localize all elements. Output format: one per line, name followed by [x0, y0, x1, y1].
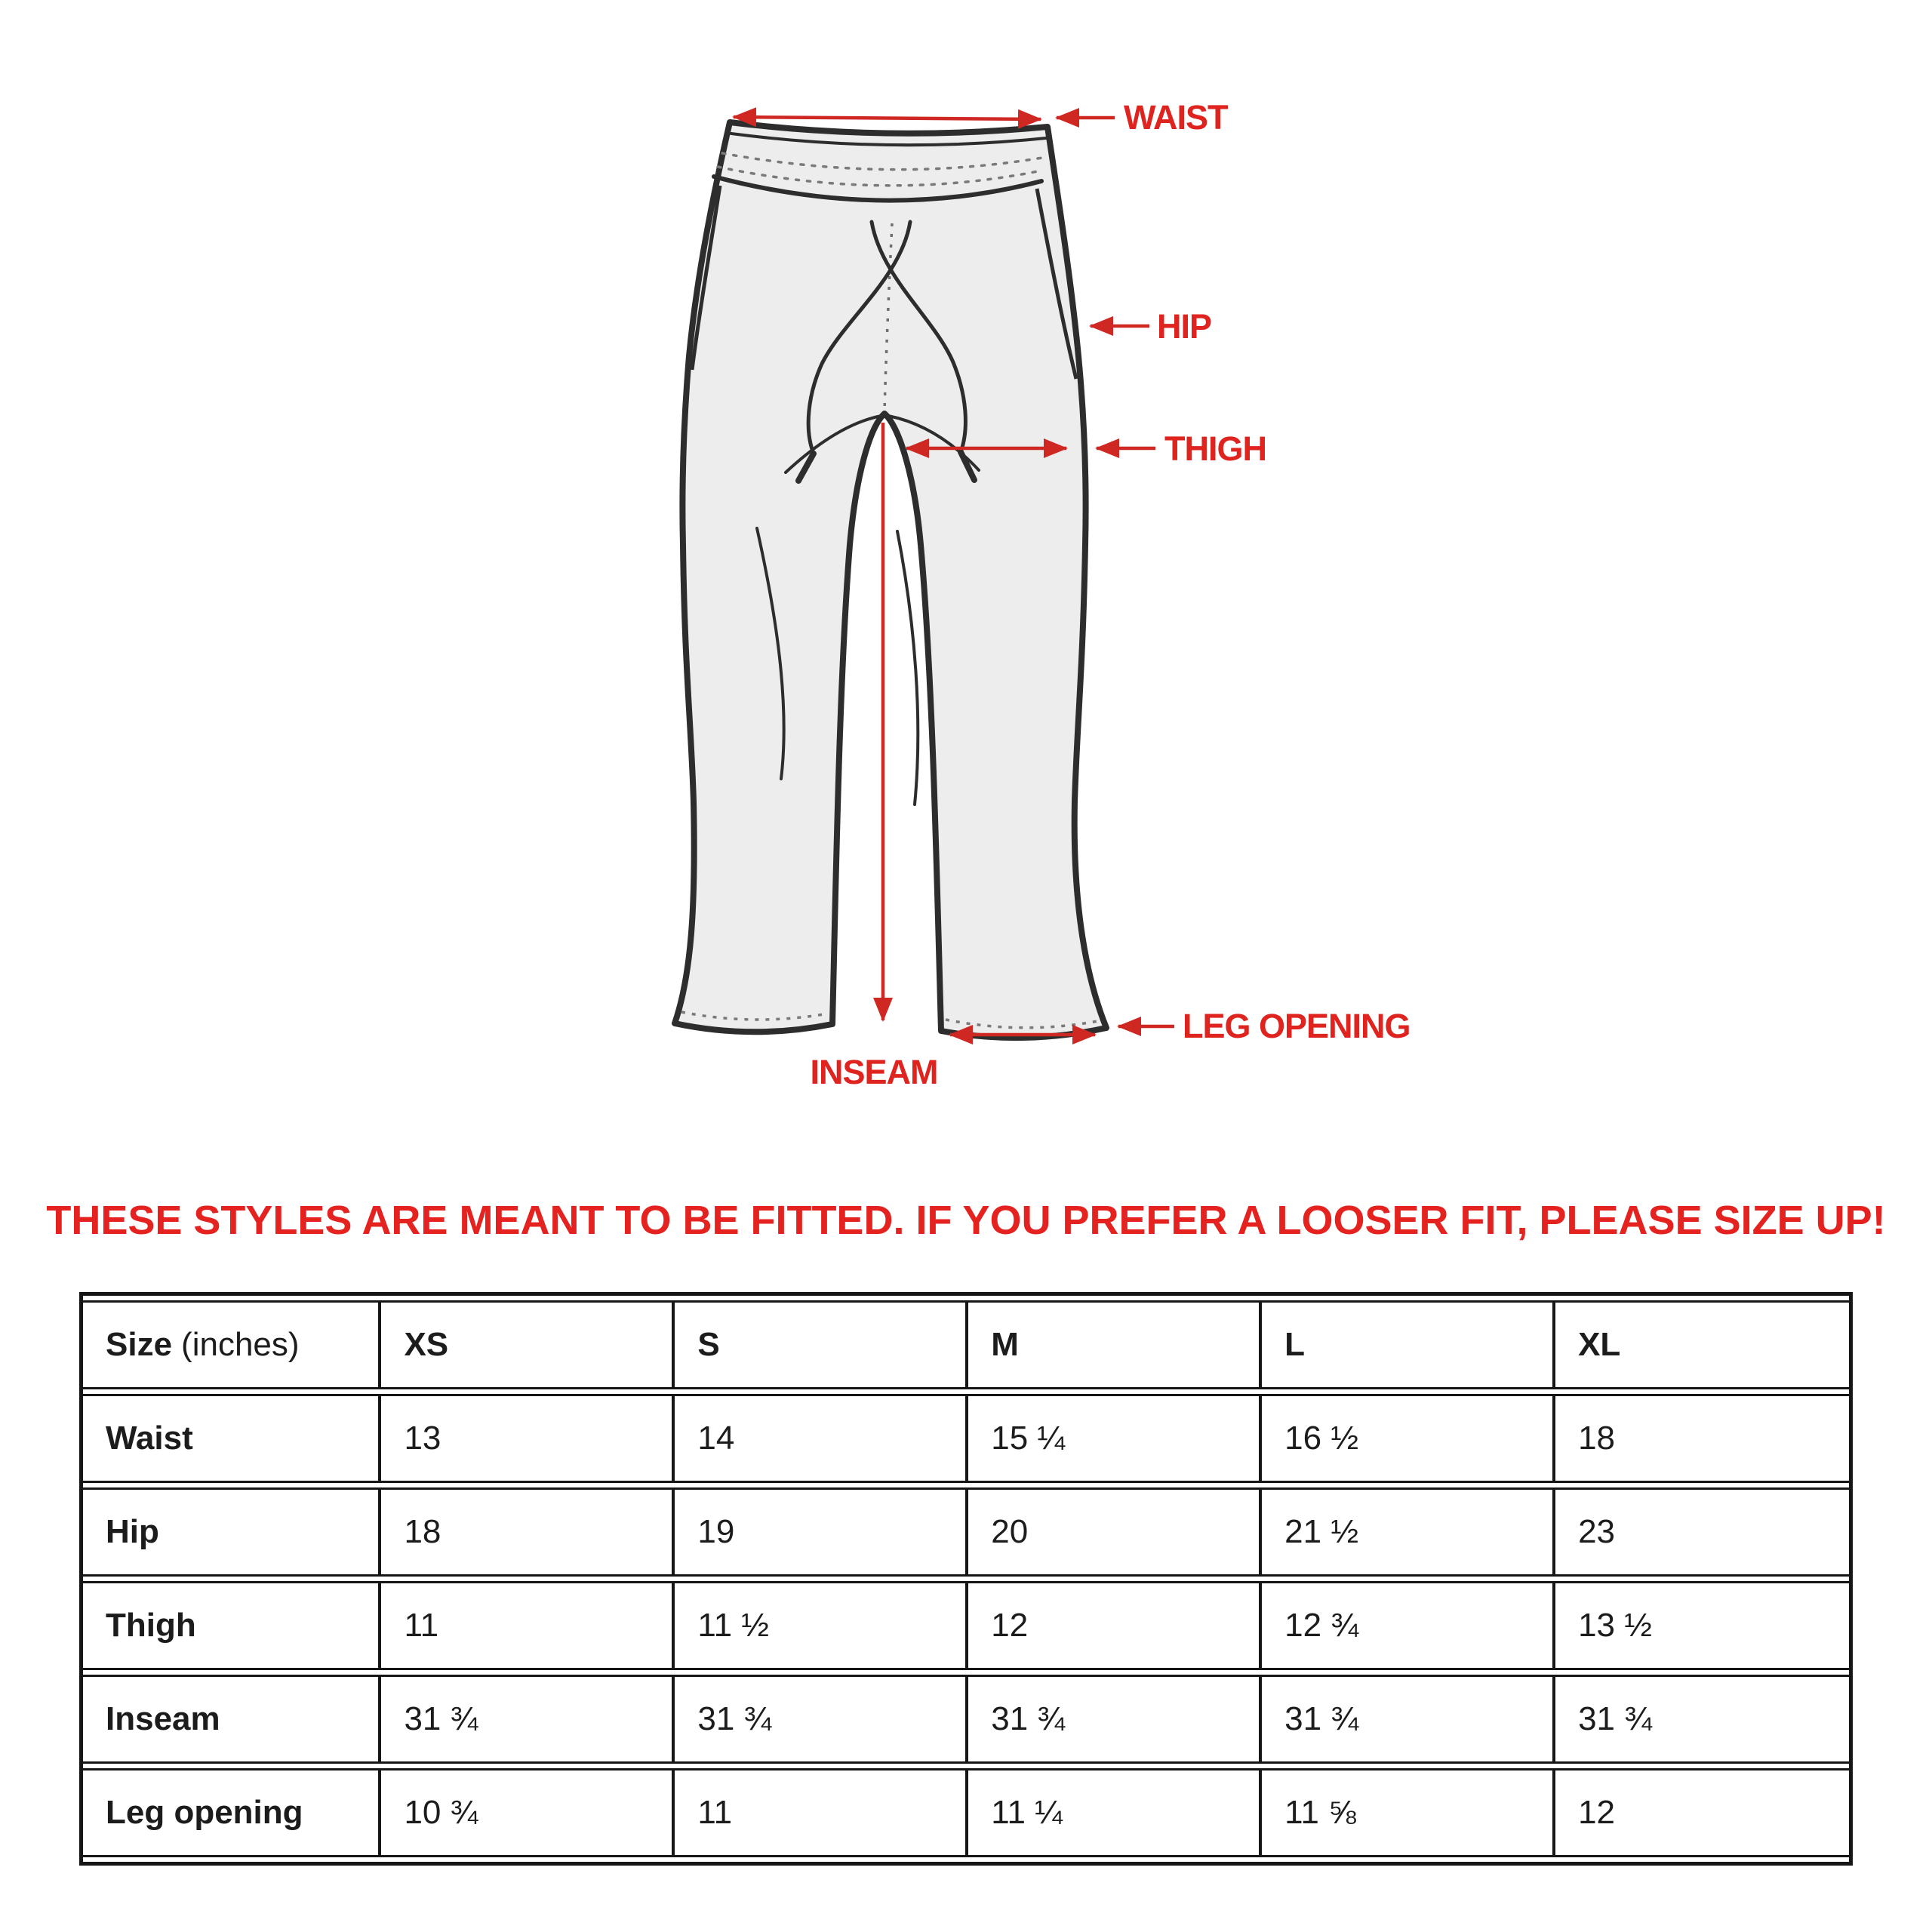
table-row-thigh	[83, 1581, 1849, 1670]
header-row	[83, 1300, 1849, 1389]
row-label: Hip	[83, 1487, 381, 1577]
value-cell: 10 ¾	[381, 1768, 675, 1857]
value-cell: 31 ¾	[1555, 1675, 1849, 1764]
row-label: Inseam	[83, 1675, 381, 1764]
waist-label: WAIST	[1124, 98, 1228, 137]
row-label: Leg opening	[83, 1768, 381, 1857]
value-cell: 31 ¾	[381, 1675, 675, 1764]
column-header-xs: XS	[381, 1300, 675, 1389]
value-cell: 20	[968, 1487, 1262, 1577]
value-cell: 31 ¾	[675, 1675, 968, 1764]
value-cell: 23	[1555, 1487, 1849, 1577]
column-header-xl: XL	[1555, 1300, 1849, 1389]
row-label: Thigh	[83, 1581, 381, 1670]
value-cell: 14	[675, 1394, 968, 1483]
size-chart	[79, 1292, 1853, 1866]
value-cell: 11 ½	[675, 1581, 968, 1670]
value-cell: 31 ¾	[1262, 1675, 1555, 1764]
table-row-inseam	[83, 1675, 1849, 1764]
table-row-leg-opening	[83, 1768, 1849, 1857]
value-cell: 21 ½	[1262, 1487, 1555, 1577]
thigh-label: THIGH	[1164, 429, 1266, 468]
row-label: Waist	[83, 1394, 381, 1483]
column-header-s: S	[675, 1300, 968, 1389]
fit-notice: THESE STYLES ARE MEANT TO BE FITTED. IF YOU PREFER A LOOSER FIT, PLEASE SIZE UP!	[46, 1198, 1886, 1243]
size-chart-table	[79, 1292, 1853, 1866]
waist-span-arrow	[734, 117, 1041, 119]
value-cell: 11	[675, 1768, 968, 1857]
value-cell: 13	[381, 1394, 675, 1483]
column-header-m: M	[968, 1300, 1262, 1389]
value-cell: 15 ¼	[968, 1394, 1262, 1483]
size-label: Size	[106, 1326, 173, 1363]
column-header-l: L	[1262, 1300, 1555, 1389]
value-cell: 18	[381, 1487, 675, 1577]
leg-opening-label: LEG OPENING	[1183, 1007, 1411, 1045]
table-row-waist	[83, 1394, 1849, 1483]
value-cell: 13 ½	[1555, 1581, 1849, 1670]
value-cell: 31 ¾	[968, 1675, 1262, 1764]
value-cell: 11 ⅝	[1262, 1768, 1555, 1857]
value-cell: 12	[968, 1581, 1262, 1670]
unit-label: (inches)	[181, 1326, 300, 1363]
value-cell: 12 ¾	[1262, 1581, 1555, 1670]
value-cell: 16 ½	[1262, 1394, 1555, 1483]
value-cell: 12	[1555, 1768, 1849, 1857]
hip-label: HIP	[1157, 307, 1212, 346]
value-cell: 19	[675, 1487, 968, 1577]
size-column-header	[83, 1300, 381, 1389]
pants-outline	[675, 122, 1106, 1038]
value-cell: 11 ¼	[968, 1768, 1262, 1857]
inseam-label: INSEAM	[810, 1053, 938, 1091]
value-cell: 11	[381, 1581, 675, 1670]
value-cell: 18	[1555, 1394, 1849, 1483]
table-row-hip	[83, 1487, 1849, 1577]
